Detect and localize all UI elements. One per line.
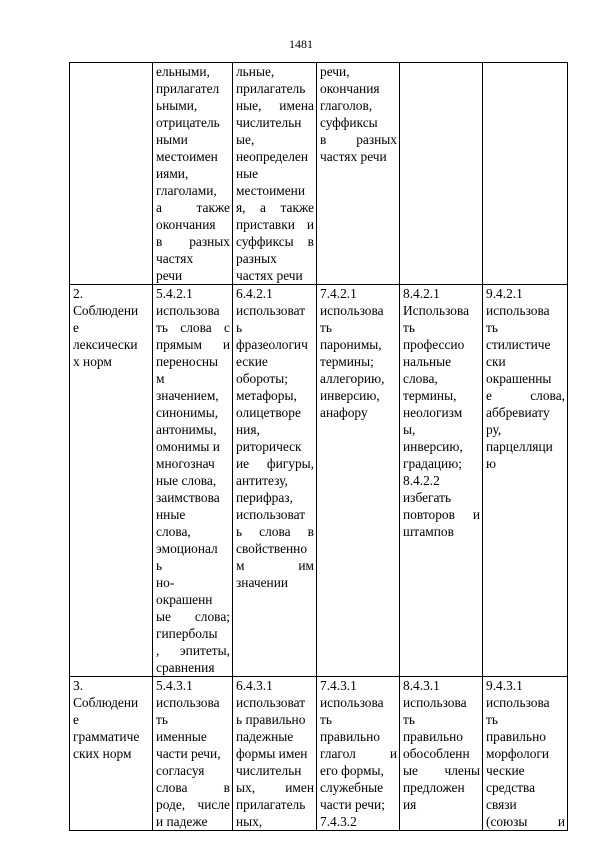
cell-text-line: антитезу, (236, 473, 288, 488)
cell-text-line: е слова, (486, 388, 565, 403)
cell-text-line: перифраз, (236, 490, 293, 505)
cell-text-line: речи, (320, 64, 350, 79)
cell-text-line: ь (156, 558, 163, 573)
cell-text-line: профессио (403, 337, 465, 352)
cell-text-line: и падеже (156, 814, 208, 829)
cell-text-line: ие фигуры, (236, 456, 314, 471)
cell-text-line: 3. (73, 678, 84, 693)
cell-text-line: штампов (403, 524, 454, 539)
table-cell-grade-5 (153, 63, 233, 285)
cell-text-line: Соблюдени (73, 303, 139, 318)
table-cell-grade-9 (483, 677, 568, 831)
cell-text-line: окрашенны (486, 371, 552, 386)
cell-text-line: 9.4.2.1 (486, 286, 523, 301)
cell-text-line: риторическ (236, 439, 302, 454)
cell-text-line: 6.4.3.1 (236, 678, 273, 693)
cell-text-line: использова (320, 303, 384, 318)
cell-text-line: использова (403, 695, 467, 710)
cell-text-line: использоват (236, 695, 306, 710)
cell-text-line: ческие (486, 763, 525, 778)
cell-text-line: 8.4.3.1 (403, 678, 440, 693)
cell-text-line: повторов и (403, 507, 480, 522)
table-row (70, 63, 568, 285)
table-cell-grade-5 (153, 677, 233, 831)
cell-text-line: его формы, (320, 763, 384, 778)
cell-text-line: грамматиче (73, 729, 140, 744)
cell-text-line: суффиксы в (236, 234, 314, 249)
cell-text-line: (союзы и (486, 814, 565, 829)
cell-text-line: местоимен (156, 149, 218, 164)
cell-text-line: 9.4.3.1 (486, 678, 523, 693)
cell-text-line: парцелляци (486, 439, 553, 454)
cell-text-line: правильно (486, 729, 546, 744)
cell-text-line: глаголами, (156, 183, 217, 198)
cell-text-line: инверсию, (320, 388, 380, 403)
cell-text-line: использова (486, 695, 550, 710)
cell-text-line: ные, имена (236, 98, 314, 113)
cell-text-line: переносны (156, 354, 219, 369)
cell-text-line: ьными, (156, 98, 198, 113)
cell-text-line: в разных (156, 234, 230, 249)
cell-text-line: неологизм (403, 405, 463, 420)
cell-text-line: частях речи (236, 268, 303, 283)
table-cell-grade-8 (400, 677, 483, 831)
cell-text-line: правильно (320, 729, 380, 744)
cell-text-line: использова (156, 303, 220, 318)
cell-text-line: роде, числе (156, 797, 230, 812)
cell-text-line: приставки и (236, 217, 314, 232)
cell-text-line: нальные (403, 354, 452, 369)
table-cell-grade-6 (233, 63, 317, 285)
cell-text-line: 6.4.2.1 (236, 286, 273, 301)
cell-text-line: ь слова в (236, 524, 314, 539)
cell-text-line: обособленн (403, 746, 470, 761)
cell-text-line: ых, имен (236, 780, 314, 795)
cell-text-line: прямым и (156, 337, 230, 352)
cell-text-line: синонимы, (156, 405, 219, 420)
cell-text-line: слова, (156, 524, 191, 539)
cell-text-line: ельными, (156, 64, 210, 79)
cell-text-line: аллегорию, (320, 371, 385, 386)
cell-text-line: отрицатель (156, 115, 220, 130)
cell-text-line: ые слова; (156, 609, 230, 624)
cell-text-line: е (73, 712, 79, 727)
table-row (70, 677, 568, 831)
cell-text-line: разных (236, 251, 277, 266)
cell-text-line: именные (156, 729, 207, 744)
table-cell-grade-8 (400, 285, 483, 677)
cell-text-line: нные (156, 507, 186, 522)
cell-text-line: заимствова (156, 490, 220, 505)
cell-text-line: стилистиче (486, 337, 551, 352)
cell-text-line: избегать (403, 490, 452, 505)
cell-text-line: значении (236, 575, 289, 590)
cell-text-line: ть (486, 712, 498, 727)
table-cell-grade-8 (400, 63, 483, 285)
cell-text-line: значением, (156, 388, 219, 403)
cell-text-line: падежные (236, 729, 294, 744)
cell-text-line: прилагатель (236, 81, 306, 96)
cell-text-line: использова (320, 695, 384, 710)
cell-text-line: 5.4.3.1 (156, 678, 193, 693)
cell-text-line: льные, (236, 64, 275, 79)
cell-text-line: использоват (236, 303, 306, 318)
table-cell-grade-5 (153, 285, 233, 677)
cell-text-line: иями, (156, 166, 189, 181)
table-row (70, 285, 568, 677)
cell-text-line: ру, (486, 422, 502, 437)
cell-text-line: неопределен (236, 149, 308, 164)
table-cell-grade-7 (317, 677, 400, 831)
table-cell-section (70, 63, 153, 285)
cell-text-line: инверсию, (403, 439, 463, 454)
cell-text-line: Использова (403, 303, 470, 318)
cell-text-line: анафору (320, 405, 368, 420)
cell-text-line: гиперболы (156, 626, 218, 641)
table-cell-grade-9 (483, 285, 568, 677)
cell-text-line: м (156, 371, 165, 386)
cell-text-line: 7.4.2.1 (320, 286, 357, 301)
cell-text-line: прилагатель (236, 797, 306, 812)
cell-text-line: частях речи (320, 149, 387, 164)
cell-text-line: местоимени (236, 183, 305, 198)
cell-text-line: ть слова с (156, 320, 230, 335)
cell-text-line: ть (403, 712, 415, 727)
cell-text-line: омонимы и (156, 439, 220, 454)
page-number: 1481 (289, 37, 313, 51)
cell-text-line: лексически (73, 337, 138, 352)
cell-text-line: свойственно (236, 541, 308, 556)
cell-text-line: окончания (320, 81, 380, 96)
standards-table (69, 62, 568, 831)
cell-text-line: глагол и (320, 746, 397, 761)
table-cell-grade-7 (317, 63, 400, 285)
cell-text-line: средства (486, 780, 536, 795)
cell-text-line: слова, (403, 371, 438, 386)
cell-text-line: 5.4.2.1 (156, 286, 193, 301)
cell-text-line: олицетворе (236, 405, 301, 420)
cell-text-line: части речи, (156, 746, 221, 761)
cell-text-line: ть (156, 712, 168, 727)
cell-text-line: ые, (236, 132, 255, 147)
cell-text-line: ски (486, 354, 506, 369)
cell-text-line: использоват (236, 507, 306, 522)
table-cell-grade-7 (317, 285, 400, 677)
cell-text-line: обороты; (236, 371, 288, 386)
cell-text-line: фразеологич (236, 337, 308, 352)
cell-text-line: эмоционал (156, 541, 218, 556)
cell-text-line: но- (156, 575, 175, 590)
cell-text-line: 8.4.2.1 (403, 286, 440, 301)
cell-text-line: 8.4.2.2 (403, 473, 440, 488)
cell-text-line: , эпитеты, (156, 643, 230, 658)
cell-text-line: правильно (403, 729, 463, 744)
cell-text-line: частях (156, 251, 194, 266)
cell-text-line: ть (320, 712, 332, 727)
cell-text-line: метафоры, (236, 388, 297, 403)
cell-text-line: слова в (156, 780, 230, 795)
cell-text-line: 2. (73, 286, 84, 301)
cell-text-line: а также (156, 200, 230, 215)
cell-text-line: многознач (156, 456, 215, 471)
cell-text-line: е (73, 320, 79, 335)
cell-text-line: согласуя (156, 763, 205, 778)
cell-text-line: ния, (236, 422, 260, 437)
cell-text-line: ные (236, 166, 259, 181)
cell-text-line: окончания (156, 217, 216, 232)
cell-text-line: ными (156, 132, 188, 147)
cell-text-line: ь правильно (236, 712, 306, 727)
cell-text-line: речи (156, 268, 183, 283)
cell-text-line: в разных (320, 132, 397, 147)
cell-text-line: ных, (236, 814, 263, 829)
cell-text-line: антонимы, (156, 422, 217, 437)
cell-text-line: части речи; (320, 797, 385, 812)
cell-text-line: ть (320, 320, 332, 335)
cell-text-line: градацию; (403, 456, 462, 471)
cell-text-line: м им (236, 558, 314, 573)
cell-text-line: использова (156, 695, 220, 710)
cell-text-line: связи (486, 797, 517, 812)
table-cell-section (70, 677, 153, 831)
cell-text-line: 7.4.3.2 (320, 814, 357, 829)
cell-text-line: числительн (236, 763, 302, 778)
cell-text-line: ые члены (403, 763, 480, 778)
cell-text-line: морфологи (486, 746, 550, 761)
cell-text-line: термины; (320, 354, 374, 369)
cell-text-line: ные слова, (156, 473, 217, 488)
cell-text-line: использова (486, 303, 550, 318)
table-cell-grade-6 (233, 677, 317, 831)
cell-text-line: окрашенн (156, 592, 213, 607)
cell-text-line: служебные (320, 780, 384, 795)
cell-text-line: ских норм (73, 746, 132, 761)
cell-text-line: сравнения (156, 660, 215, 675)
cell-text-line: суффиксы (320, 115, 378, 130)
cell-text-line: еские (236, 354, 268, 369)
cell-text-line: глаголов, (320, 98, 373, 113)
table-cell-section (70, 285, 153, 677)
cell-text-line: ю (486, 456, 497, 471)
cell-text-line: числительн (236, 115, 302, 130)
cell-text-line: паронимы, (320, 337, 382, 352)
cell-text-line: я, а также (236, 200, 314, 215)
cell-text-line: Соблюдени (73, 695, 139, 710)
cell-text-line: ть (486, 320, 498, 335)
cell-text-line: ы, (403, 422, 416, 437)
table-cell-grade-6 (233, 285, 317, 677)
cell-text-line: ть (403, 320, 415, 335)
cell-text-line: аббревиату (486, 405, 550, 420)
cell-text-line: прилагател (156, 81, 220, 96)
cell-text-line: формы имен (236, 746, 308, 761)
cell-text-line: х норм (73, 354, 112, 369)
cell-text-line: 7.4.3.1 (320, 678, 357, 693)
cell-text-line: ь (236, 320, 243, 335)
cell-text-line: термины, (403, 388, 457, 403)
table-cell-grade-9 (483, 63, 568, 285)
cell-text-line: ия (403, 797, 417, 812)
cell-text-line: предложен (403, 780, 465, 795)
